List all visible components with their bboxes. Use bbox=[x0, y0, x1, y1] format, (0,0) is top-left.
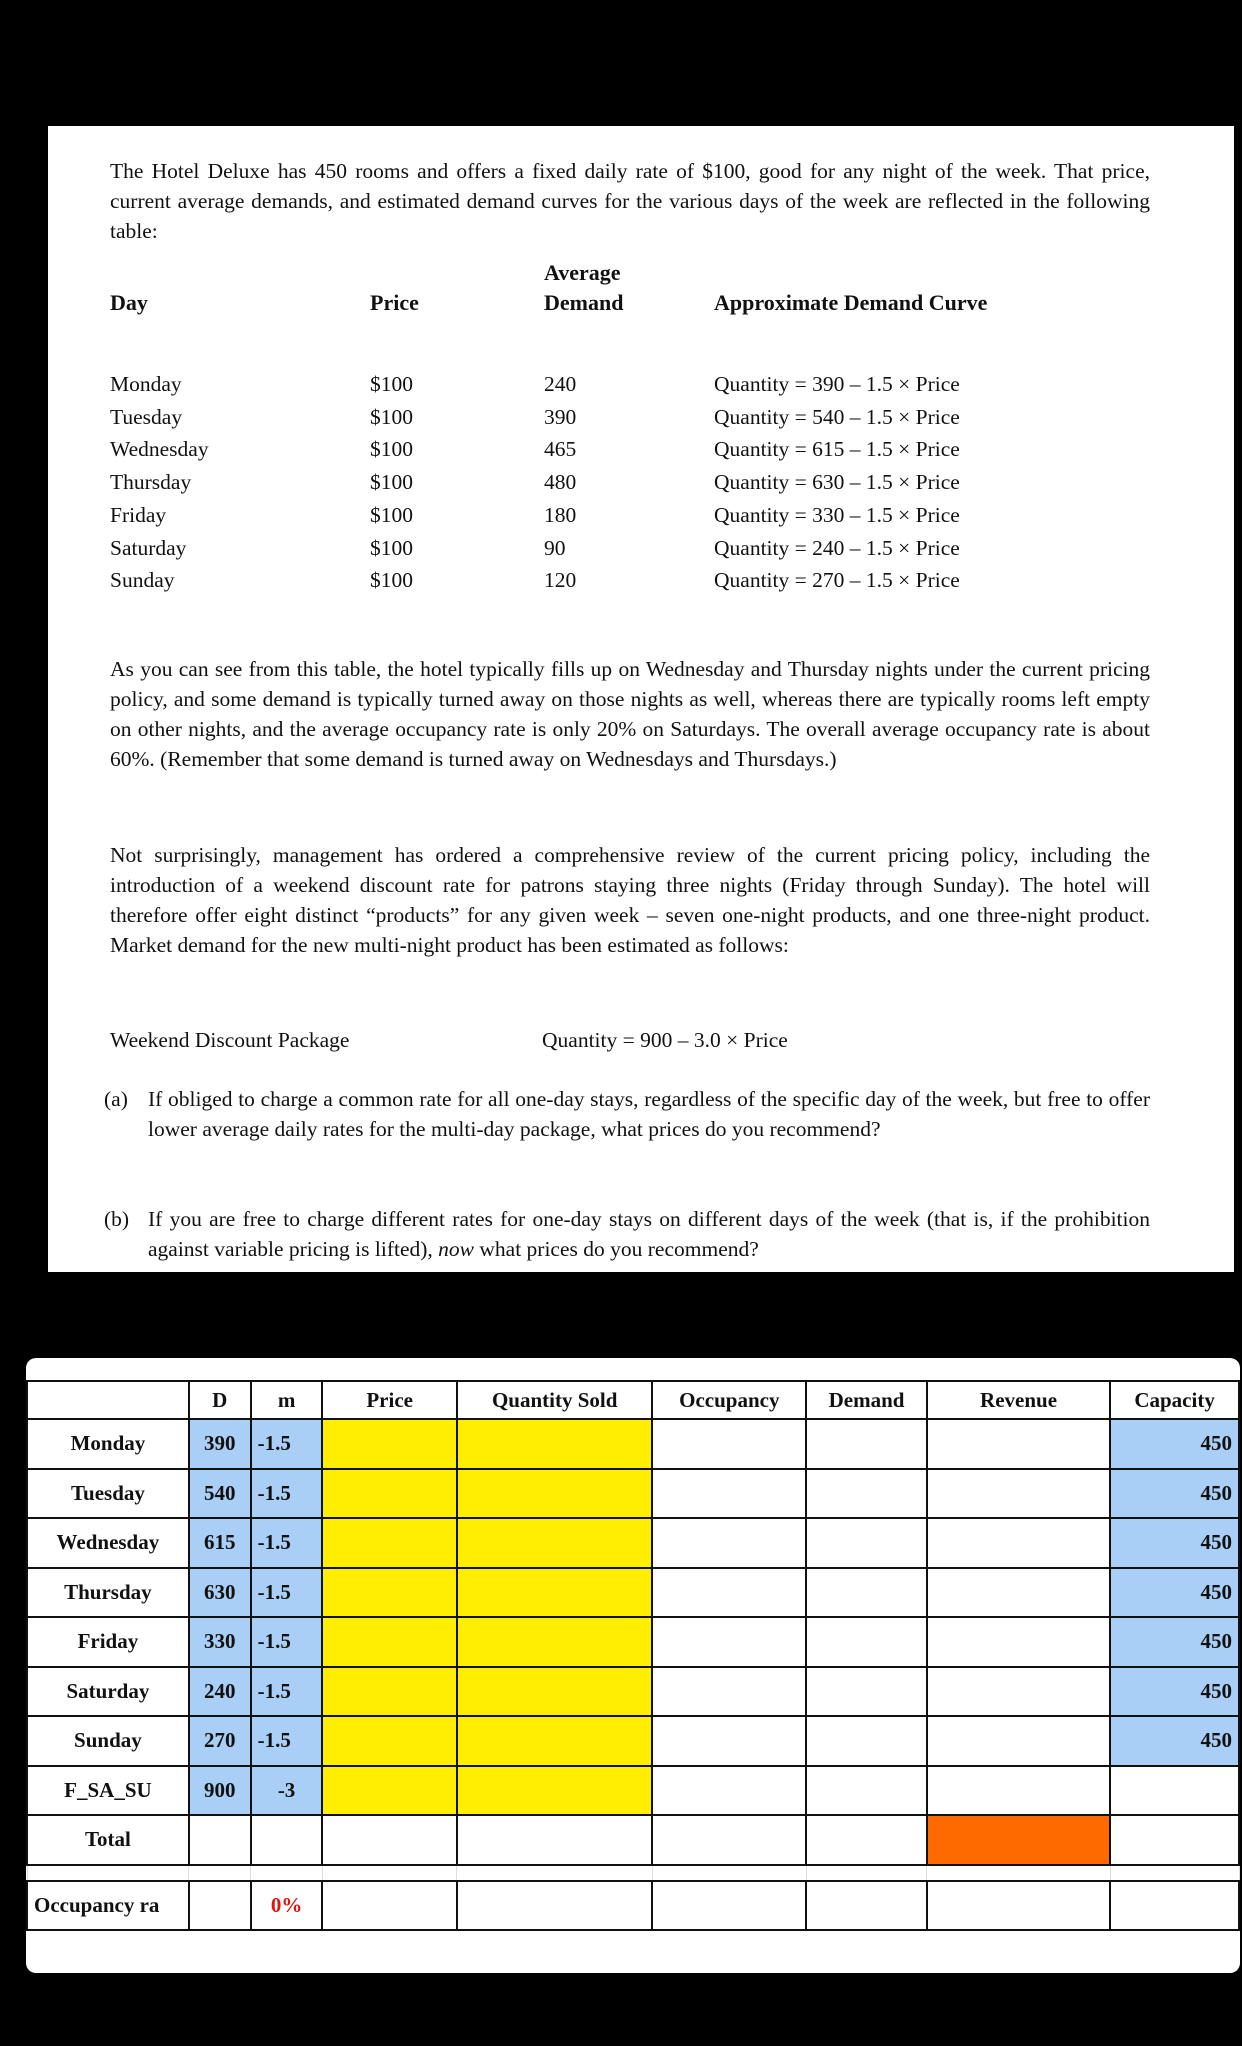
intercept-cell[interactable]: 270 bbox=[189, 1716, 251, 1766]
table-row bbox=[27, 1568, 1239, 1618]
avg-demand-cell: 480 bbox=[544, 470, 577, 495]
header-cell-quantity-sold[interactable]: Quantity Sold bbox=[457, 1381, 653, 1419]
day-cell[interactable]: F_SA_SU bbox=[27, 1766, 189, 1816]
price-input-cell[interactable] bbox=[322, 1469, 456, 1519]
intercept-cell[interactable]: 390 bbox=[189, 1419, 251, 1469]
header-cell-occupancy[interactable]: Occupancy bbox=[652, 1381, 806, 1419]
quantity-input-cell[interactable] bbox=[457, 1469, 653, 1519]
table-row bbox=[27, 1667, 1239, 1717]
total-price-cell[interactable] bbox=[322, 1815, 456, 1865]
capacity-cell[interactable]: 450 bbox=[1110, 1716, 1239, 1766]
spreadsheet-header-row bbox=[27, 1381, 1239, 1419]
demand-cell[interactable] bbox=[806, 1667, 927, 1717]
total-demand-cell[interactable] bbox=[806, 1815, 927, 1865]
header-average: Average bbox=[544, 260, 621, 285]
day-cell[interactable]: Saturday bbox=[27, 1667, 189, 1717]
table-row bbox=[27, 1419, 1239, 1469]
question-b-label: (b) bbox=[104, 1207, 130, 1231]
header-demand-curve: Approximate Demand Curve bbox=[714, 290, 988, 315]
quantity-input-cell[interactable] bbox=[457, 1568, 653, 1618]
spacer-cell bbox=[652, 1865, 806, 1881]
table-row bbox=[27, 1469, 1239, 1519]
occupancy-rate-blank-cell[interactable] bbox=[1110, 1881, 1239, 1931]
quantity-input-cell[interactable] bbox=[457, 1518, 653, 1568]
demand-cell[interactable] bbox=[806, 1716, 927, 1766]
demand-curve-cell: Quantity = 540 – 1.5 × Price bbox=[714, 404, 960, 429]
table-row bbox=[27, 1518, 1239, 1568]
occupancy-rate-blank-cell[interactable] bbox=[927, 1881, 1110, 1931]
problem-document bbox=[48, 126, 1234, 1272]
revenue-cell[interactable] bbox=[927, 1568, 1110, 1618]
occupancy-rate-value-cell[interactable]: 0% bbox=[251, 1881, 323, 1931]
avg-demand-column bbox=[544, 368, 576, 597]
question-b bbox=[104, 1204, 1150, 1264]
slope-cell[interactable]: -1.5 bbox=[251, 1419, 323, 1469]
avg-demand-cell: 465 bbox=[544, 437, 577, 462]
occupancy-cell[interactable] bbox=[652, 1419, 806, 1469]
price-input-cell[interactable] bbox=[322, 1667, 456, 1717]
price-cell: $100 bbox=[370, 437, 413, 462]
slope-cell[interactable]: -1.5 bbox=[251, 1617, 323, 1667]
price-input-cell[interactable] bbox=[322, 1518, 456, 1568]
slope-cell[interactable]: -1.5 bbox=[251, 1667, 323, 1717]
capacity-cell[interactable]: 450 bbox=[1110, 1469, 1239, 1519]
intercept-cell[interactable]: 540 bbox=[189, 1469, 251, 1519]
occupancy-cell[interactable] bbox=[652, 1518, 806, 1568]
avg-demand-cell: 120 bbox=[544, 568, 577, 593]
demand-curve-cell: Quantity = 390 – 1.5 × Price bbox=[714, 372, 960, 396]
quantity-input-cell[interactable] bbox=[457, 1766, 653, 1816]
header-cell-d[interactable]: D bbox=[189, 1381, 251, 1419]
header-cell-capacity[interactable]: Capacity bbox=[1110, 1381, 1239, 1419]
question-b-text-start: If you are free to charge different rates for one-day stays on different days of the week (that is, if the prohibition against variable pricing is lifted), bbox=[148, 1207, 1150, 1261]
table-row bbox=[27, 1716, 1239, 1766]
quantity-input-cell[interactable] bbox=[457, 1716, 653, 1766]
price-input-cell[interactable] bbox=[322, 1716, 456, 1766]
demand-cell[interactable] bbox=[806, 1518, 927, 1568]
demand-curve-cell: Quantity = 630 – 1.5 × Price bbox=[714, 470, 960, 495]
price-cell: $100 bbox=[370, 535, 413, 560]
total-label-cell[interactable]: Total bbox=[27, 1815, 189, 1865]
header-cell-blank[interactable] bbox=[27, 1381, 189, 1419]
weekend-package-label: Weekend Discount Package bbox=[110, 1028, 350, 1052]
price-cell: $100 bbox=[370, 502, 413, 527]
slope-cell[interactable]: -1.5 bbox=[251, 1716, 323, 1766]
intercept-cell[interactable]: 900 bbox=[189, 1766, 251, 1816]
demand-curve-cell: Quantity = 330 – 1.5 × Price bbox=[714, 502, 960, 527]
intro-paragraph: The Hotel Deluxe has 450 rooms and offers a fixed daily rate of $100, good for any night of the week. That price, current average demands, and estimated demand curves for the various days of the week are reflected in the following table: bbox=[110, 159, 1150, 243]
demand-cell[interactable] bbox=[806, 1419, 927, 1469]
day-cell: Monday bbox=[110, 372, 182, 396]
day-column bbox=[110, 368, 209, 597]
slope-cell[interactable]: -1.5 bbox=[251, 1568, 323, 1618]
header-price: Price bbox=[370, 290, 419, 315]
question-a-label: (a) bbox=[104, 1087, 128, 1111]
pricing-review-paragraph: Not surprisingly, management has ordered a comprehensive review of the current pricing policy, including the introduction of a weekend discount rate for patrons staying three nights (Friday through Sunday). The hotel will therefore offer eight distinct “products” for any given week – seven one-night products, and one three-night product. Market demand for the new multi-night product has been estimated as follows: bbox=[110, 843, 1150, 957]
table-row bbox=[27, 1766, 1239, 1816]
occupancy-paragraph: As you can see from this table, the hotel typically fills up on Wednesday and Thursday nights under the current pricing policy, and some demand is typically turned away on those nights as well, whereas there are typically rooms left empty on other nights, and the average occupancy rate is only 20% on Saturdays. The overall average occupancy rate is about 60%. (Remember that some demand is turned away on Wednesdays and Thursdays.) bbox=[110, 657, 1150, 771]
capacity-cell[interactable]: 450 bbox=[1110, 1667, 1239, 1717]
question-a bbox=[104, 1084, 1150, 1144]
header-cell-revenue[interactable]: Revenue bbox=[927, 1381, 1110, 1419]
day-cell: Saturday bbox=[110, 535, 187, 560]
price-cell: $100 bbox=[370, 372, 413, 396]
total-d-cell[interactable] bbox=[189, 1815, 251, 1865]
header-cell-m[interactable]: m bbox=[251, 1381, 323, 1419]
spreadsheet-panel bbox=[26, 1358, 1240, 1973]
day-cell[interactable]: Friday bbox=[27, 1617, 189, 1667]
table-row bbox=[27, 1617, 1239, 1667]
day-cell[interactable]: Thursday bbox=[27, 1568, 189, 1618]
weekend-package-curve: Quantity = 900 – 3.0 × Price bbox=[542, 1028, 788, 1052]
occupancy-cell[interactable] bbox=[652, 1568, 806, 1618]
capacity-cell[interactable] bbox=[1110, 1766, 1239, 1816]
question-b-emphasis: now bbox=[438, 1237, 474, 1261]
demand-cell[interactable] bbox=[806, 1766, 927, 1816]
occupancy-rate-label-cell[interactable]: Occupancy ra bbox=[27, 1881, 189, 1931]
spacer-cell bbox=[251, 1865, 323, 1881]
avg-demand-cell: 390 bbox=[544, 404, 577, 429]
slope-cell[interactable]: -1.5 bbox=[251, 1469, 323, 1519]
price-input-cell[interactable] bbox=[322, 1617, 456, 1667]
quantity-input-cell[interactable] bbox=[457, 1617, 653, 1667]
header-cell-price[interactable]: Price bbox=[322, 1381, 456, 1419]
day-cell: Thursday bbox=[110, 470, 192, 495]
intercept-cell[interactable]: 240 bbox=[189, 1667, 251, 1717]
revenue-cell[interactable] bbox=[927, 1667, 1110, 1717]
revenue-cell[interactable] bbox=[927, 1766, 1110, 1816]
demand-curve-cell: Quantity = 240 – 1.5 × Price bbox=[714, 535, 960, 560]
spacer-cell bbox=[457, 1865, 653, 1881]
spacer-cell bbox=[927, 1865, 1110, 1881]
total-occupancy-cell[interactable] bbox=[652, 1815, 806, 1865]
revenue-cell[interactable] bbox=[927, 1716, 1110, 1766]
capacity-cell[interactable]: 450 bbox=[1110, 1419, 1239, 1469]
occupancy-rate-row bbox=[27, 1881, 1239, 1931]
total-m-cell[interactable] bbox=[251, 1815, 323, 1865]
demand-cell[interactable] bbox=[806, 1617, 927, 1667]
quantity-input-cell[interactable] bbox=[457, 1419, 653, 1469]
total-capacity-cell[interactable] bbox=[1110, 1815, 1239, 1865]
intercept-cell[interactable]: 630 bbox=[189, 1568, 251, 1618]
demand-cell[interactable] bbox=[806, 1568, 927, 1618]
capacity-cell[interactable]: 450 bbox=[1110, 1518, 1239, 1568]
day-cell[interactable]: Monday bbox=[27, 1419, 189, 1469]
occupancy-cell[interactable] bbox=[652, 1716, 806, 1766]
occupancy-cell[interactable] bbox=[652, 1766, 806, 1816]
occupancy-cell[interactable] bbox=[652, 1617, 806, 1667]
avg-demand-cell: 180 bbox=[544, 502, 577, 527]
spacer-cell bbox=[27, 1865, 189, 1881]
demand-cell[interactable] bbox=[806, 1469, 927, 1519]
question-a-text: If obliged to charge a common rate for all one-day stays, regardless of the specific day of the week, but free to offer lower average daily rates for the multi-day package, what prices do you recommend? bbox=[148, 1087, 1150, 1141]
spacer-cell bbox=[322, 1865, 456, 1881]
spacer-cell bbox=[1110, 1865, 1239, 1881]
price-cell: $100 bbox=[370, 470, 413, 495]
intercept-cell[interactable]: 615 bbox=[189, 1518, 251, 1568]
spacer-row bbox=[27, 1865, 1239, 1881]
occupancy-rate-blank-cell[interactable] bbox=[806, 1881, 927, 1931]
total-row bbox=[27, 1815, 1239, 1865]
demand-curve-cell: Quantity = 270 – 1.5 × Price bbox=[714, 568, 960, 593]
price-cell: $100 bbox=[370, 404, 413, 429]
avg-demand-cell: 240 bbox=[544, 372, 577, 396]
slope-cell[interactable]: -1.5 bbox=[251, 1518, 323, 1568]
occupancy-rate-d-cell[interactable] bbox=[189, 1881, 251, 1931]
revenue-cell[interactable] bbox=[927, 1518, 1110, 1568]
avg-demand-cell: 90 bbox=[544, 535, 566, 560]
total-revenue-cell[interactable] bbox=[927, 1815, 1110, 1865]
occupancy-rate-blank-cell[interactable] bbox=[652, 1881, 806, 1931]
day-cell[interactable]: Wednesday bbox=[27, 1518, 189, 1568]
demand-curve-column bbox=[714, 368, 960, 597]
demand-curve-cell: Quantity = 615 – 1.5 × Price bbox=[714, 437, 960, 462]
day-cell: Tuesday bbox=[110, 404, 183, 429]
capacity-cell[interactable]: 450 bbox=[1110, 1568, 1239, 1618]
header-day: Day bbox=[110, 290, 148, 315]
day-cell: Wednesday bbox=[110, 437, 209, 462]
day-cell[interactable]: Sunday bbox=[27, 1716, 189, 1766]
revenue-cell[interactable] bbox=[927, 1617, 1110, 1667]
occupancy-cell[interactable] bbox=[652, 1667, 806, 1717]
question-b-text-end: what prices do you recommend? bbox=[474, 1237, 759, 1261]
price-cell: $100 bbox=[370, 568, 413, 593]
header-demand: Demand bbox=[544, 290, 624, 315]
price-input-cell[interactable] bbox=[322, 1766, 456, 1816]
day-cell: Friday bbox=[110, 502, 167, 527]
price-input-cell[interactable] bbox=[322, 1568, 456, 1618]
revenue-cell[interactable] bbox=[927, 1469, 1110, 1519]
spacer-cell bbox=[806, 1865, 927, 1881]
intercept-cell[interactable]: 330 bbox=[189, 1617, 251, 1667]
quantity-input-cell[interactable] bbox=[457, 1667, 653, 1717]
pricing-spreadsheet bbox=[26, 1380, 1240, 1931]
price-input-cell[interactable] bbox=[322, 1419, 456, 1469]
occupancy-rate-blank-cell[interactable] bbox=[457, 1881, 653, 1931]
header-cell-demand[interactable]: Demand bbox=[806, 1381, 927, 1419]
revenue-cell[interactable] bbox=[927, 1419, 1110, 1469]
total-quantity-cell[interactable] bbox=[457, 1815, 653, 1865]
occupancy-rate-blank-cell[interactable] bbox=[322, 1881, 456, 1931]
occupancy-cell[interactable] bbox=[652, 1469, 806, 1519]
price-column bbox=[370, 368, 413, 597]
day-cell: Sunday bbox=[110, 568, 175, 593]
slope-cell[interactable]: -3 bbox=[251, 1766, 323, 1816]
spacer-cell bbox=[189, 1865, 251, 1881]
day-cell[interactable]: Tuesday bbox=[27, 1469, 189, 1519]
capacity-cell[interactable]: 450 bbox=[1110, 1617, 1239, 1667]
